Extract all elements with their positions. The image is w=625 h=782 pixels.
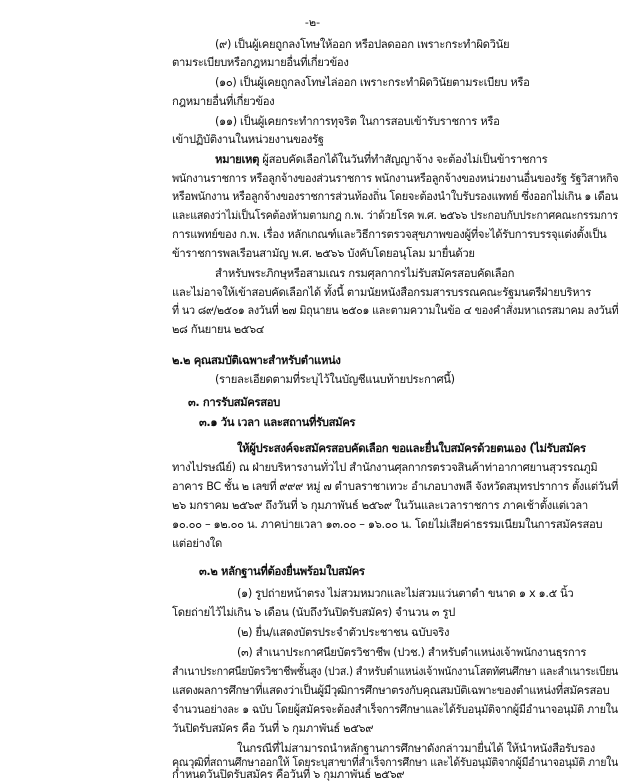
section-3-2-item-3-line-4: จำนวนอย่างละ ๑ ฉบับ โดยผู้สมัครจะต้องสำเร็จการศึกษาและได้รับอนุมัติจากผู้มีอำนาจอนุมัติ ภายใน xyxy=(172,703,618,716)
section-3-2-item-3-line-5: วันปิดรับสมัคร คือ วันที่ ๖ กุมภาพันธ์ ๒๕๖๙ xyxy=(172,722,374,735)
page-number: -๒- xyxy=(304,16,321,29)
note-label: หมายเหตุ xyxy=(215,153,260,166)
item-9-line-1: (๙) เป็นผู้เคยถูกลงโทษให้ออก หรือปลดออก เพราะกระทำผิดวินัย xyxy=(215,38,510,51)
note-line-3: หรือพนักงาน หรือลูกจ้างของราชการส่วนท้องถิ่น โดยจะต้องนำใบรับรองแพทย์ ซึ่งออกไม่เกิน ๑ เดือน xyxy=(172,190,618,203)
monk-line-4: ๒๘ กันยายน ๒๕๖๔ xyxy=(172,323,265,336)
monk-line-2: และไม่อาจให้เข้าสอบคัดเลือกได้ ทั้งนี้ ตามนัยหนังสือกรมสารบรรณคณะรัฐมนตรีฝ่ายบริหาร xyxy=(172,286,591,299)
section-3-2-item-3-line-3: แสดงผลการศึกษาที่แสดงว่าเป็นผู้มีวุฒิการศึกษาตรงกับคุณสมบัติเฉพาะของตำแหน่งที่สมัครสอบ xyxy=(172,684,610,697)
section-3-1-line-3: อาคาร BC ชั้น ๒ เลขที่ ๙๙๙ หมู่ ๗ ตำบลราชาเทวะ อำเภอบางพลี จังหวัดสมุทรปราการ ตั้งแต่วันที่ xyxy=(172,480,619,493)
section-3-heading: ๓. การรับสมัครสอบ xyxy=(188,396,281,409)
monk-line-3: ที่ นว ๘๙/๒๕๐๑ ลงวันที่ ๒๗ มิถุนายน ๒๕๐๑ และตามความในข้อ ๔ ของคำสั่งมหาเถรสมาคม ลงวันที่ xyxy=(172,304,619,317)
evidence-note-line-1: ในกรณีที่ไม่สามารถนำหลักฐานการศึกษาดังกล่าวมายื่นได้ ให้นำหนังสือรับรอง xyxy=(237,742,595,755)
section-3-1-line-4: ๒๖ มกราคม ๒๕๖๙ ถึงวันที่ ๖ กุมภาพันธ์ ๒๕๖๙ ในวันและเวลาราชการ ภาคเช้าตั้งแต่เวลา xyxy=(172,499,588,512)
item-9-line-2: ตามระเบียบหรือกฎหมายอื่นที่เกี่ยวข้อง xyxy=(172,56,349,69)
note-line-2: พนักงานราชการ หรือลูกจ้างของส่วนราชการ พนักงานหรือลูกจ้างของหน่วยงานอื่นของรัฐ รัฐวิสาหกิจ xyxy=(172,172,619,185)
note-line-6: ข้าราชการพลเรือนสามัญ พ.ศ. ๒๕๖๖ บังคับโดยอนุโลม มายื่นด้วย xyxy=(172,247,475,260)
section-3-2-item-2: (๒) ยื่น/แสดงบัตรประจำตัวประชาชน ฉบับจริง xyxy=(237,626,450,639)
note-line-4: และแสดงว่าไม่เป็นโรคต้องห้ามตามกฎ ก.พ. ว่าด้วยโรค พ.ศ. ๒๕๖๖ ประกอบกับประกาศคณะกรรมการ xyxy=(172,209,618,222)
evidence-note-line-2: คุณวุฒิที่สถานศึกษาออกให้ โดยระบุสาขาที่สำเร็จการศึกษา และได้รับอนุมัติจากผู้มีอำนาจอนุมัติ ภายใน xyxy=(172,756,618,769)
section-3-1-line-2: ทางไปรษณีย์) ณ ฝ่ายบริหารงานทั่วไป สำนักงานศุลกากรตรวจสินค้าท่าอากาศยานสุวรรณภูมิ xyxy=(172,461,598,474)
item-11-line-1: (๑๑) เป็นผู้เคยกระทำการทุจริต ในการสอบเข้ารับราชการ หรือ xyxy=(215,115,500,128)
section-3-2-item-3-line-1: (๓) สำเนาประกาศนียบัตรวิชาชีพ (ปวช.) สำหรับตำแหน่งเจ้าพนักงานธุรการ xyxy=(237,646,587,659)
monk-line-1: สำหรับพระภิกษุหรือสามเณร กรมศุลกากรไม่รับสมัครสอบคัดเลือก xyxy=(215,267,515,280)
section-3-1-line-6: แต่อย่างใด xyxy=(172,537,222,550)
evidence-note-line-3: กำหนดวันปิดรับสมัคร คือวันที่ ๖ กุมภาพันธ์ ๒๕๖๙ xyxy=(172,768,405,781)
section-2-2-heading: ๒.๒ คุณสมบัติเฉพาะสำหรับตำแหน่ง xyxy=(172,354,341,367)
section-3-2-item-1-line-1: (๑) รูปถ่ายหน้าตรง ไม่สวมหมวกและไม่สวมแว่นตาดำ ขนาด ๑ x ๑.๕ นิ้ว xyxy=(237,587,574,600)
section-3-1-heading: ๓.๑ วัน เวลา และสถานที่รับสมัคร xyxy=(199,416,356,429)
section-3-2-item-1-line-2: โดยถ่ายไว้ไม่เกิน ๖ เดือน (นับถึงวันปิดรับสมัคร) จำนวน ๓ รูป xyxy=(172,606,455,619)
item-10-line-1: (๑๐) เป็นผู้เคยถูกลงโทษไล่ออก เพราะกระทำผิดวินัยตามระเบียบ หรือ xyxy=(215,76,530,89)
section-2-2-detail: (รายละเอียดตามที่ระบุไว้ในบัญชีแนบท้ายประกาศนี้) xyxy=(215,373,455,386)
section-3-2-heading: ๓.๒ หลักฐานที่ต้องยื่นพร้อมใบสมัคร xyxy=(199,565,365,578)
note-line-5: การแพทย์ของ ก.พ. เรื่อง หลักเกณฑ์และวิธีการตรวจสุขภาพของผู้ที่จะได้รับการบรรจุแต่งตั้งเป็น xyxy=(172,228,607,241)
item-10-line-2: กฎหมายอื่นที่เกี่ยวข้อง xyxy=(172,95,275,108)
section-3-1-line-1: ให้ผู้ประสงค์จะสมัครสอบคัดเลือก ขอและยื่นใบสมัครด้วยตนเอง (ไม่รับสมัคร xyxy=(237,442,586,455)
note-line-1-text: ผู้สอบคัดเลือกได้ในวันที่ทำสัญญาจ้าง จะต้องไม่เป็นข้าราชการ xyxy=(259,153,548,166)
section-3-2-item-3-line-2: สำเนาประกาศนียบัตรวิชาชีพชั้นสูง (ปวส.) สำหรับตำแหน่งเจ้าพนักงานโสตทัศนศึกษา และสำเนาระเบียน xyxy=(172,665,618,678)
section-3-1-line-5: ๑๐.๐๐ – ๑๒.๐๐ น. ภาคบ่ายเวลา ๑๓.๐๐ – ๑๖.๐๐ น. โดยไม่เสียค่าธรรมเนียมในการสมัครสอบ xyxy=(172,518,603,531)
item-11-line-2: เข้าปฏิบัติงานในหน่วยงานของรัฐ xyxy=(172,133,324,146)
note-line-1 xyxy=(215,153,547,167)
